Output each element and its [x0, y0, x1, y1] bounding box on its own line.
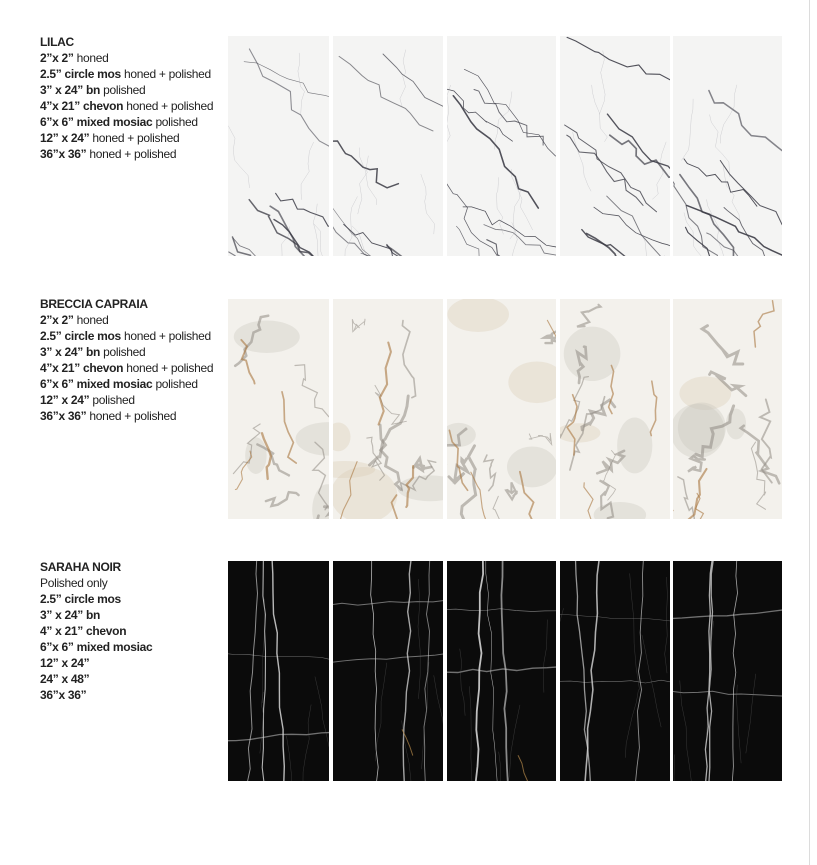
- spec-line: 4”x 21” chevon honed + polished: [40, 99, 214, 113]
- spec-line: 4” x 21” chevon: [40, 624, 127, 638]
- spec-line: 2”x 2” honed: [40, 313, 109, 327]
- material-swatch-strip: [228, 299, 782, 519]
- marble-slab-image: [560, 299, 670, 519]
- page-edge-rule: [809, 0, 810, 865]
- spec-line: 6”x 6” mixed mosiac polished: [40, 115, 198, 129]
- spec-line: 4”x 21” chevon honed + polished: [40, 361, 214, 375]
- product-name: BRECCIA CAPRAIA: [40, 297, 148, 311]
- spec-line: 12” x 24” polished: [40, 393, 135, 407]
- spec-line: 6”x 6” mixed mosiac polished: [40, 377, 198, 391]
- material-swatch-strip: [228, 36, 782, 256]
- marble-slab-image: [228, 561, 329, 781]
- finish-note: Polished only: [40, 576, 108, 590]
- spec-line: 36”x 36”: [40, 688, 87, 702]
- spec-line: 2.5” circle mos: [40, 592, 121, 606]
- product-name: LILAC: [40, 35, 74, 49]
- marble-slab-image: [560, 561, 670, 781]
- spec-line: 3” x 24” bn polished: [40, 83, 146, 97]
- spec-line: 2.5” circle mos honed + polished: [40, 67, 211, 81]
- marble-slab-image: [447, 36, 556, 256]
- spec-list: [40, 34, 226, 162]
- marble-slab-image: [228, 299, 329, 519]
- spec-line: 3” x 24” bn polished: [40, 345, 146, 359]
- marble-slab-image: [333, 299, 443, 519]
- marble-slab-image: [673, 36, 782, 256]
- spec-line: 2.5” circle mos honed + polished: [40, 329, 211, 343]
- spec-line: 36”x 36” honed + polished: [40, 147, 177, 161]
- spec-line: 3” x 24” bn: [40, 608, 101, 622]
- spec-line: 6”x 6” mixed mosiac: [40, 640, 153, 654]
- spec-line: 12” x 24” honed + polished: [40, 131, 180, 145]
- marble-slab-image: [447, 299, 556, 519]
- spec-line: 12” x 24”: [40, 656, 90, 670]
- marble-slab-image: [228, 36, 329, 256]
- spec-line: 36”x 36” honed + polished: [40, 409, 177, 423]
- product-name: SARAHA NOIR: [40, 560, 121, 574]
- spec-list: [40, 296, 226, 424]
- spec-line: 2”x 2” honed: [40, 51, 109, 65]
- marble-slab-image: [673, 561, 782, 781]
- marble-slab-image: [673, 299, 782, 519]
- spec-line: 24” x 48”: [40, 672, 90, 686]
- marble-slab-image: [447, 561, 556, 781]
- marble-slab-image: [333, 561, 443, 781]
- marble-slab-image: [333, 36, 443, 256]
- material-swatch-strip: [228, 561, 782, 781]
- spec-list: [40, 559, 226, 703]
- marble-slab-image: [560, 36, 670, 256]
